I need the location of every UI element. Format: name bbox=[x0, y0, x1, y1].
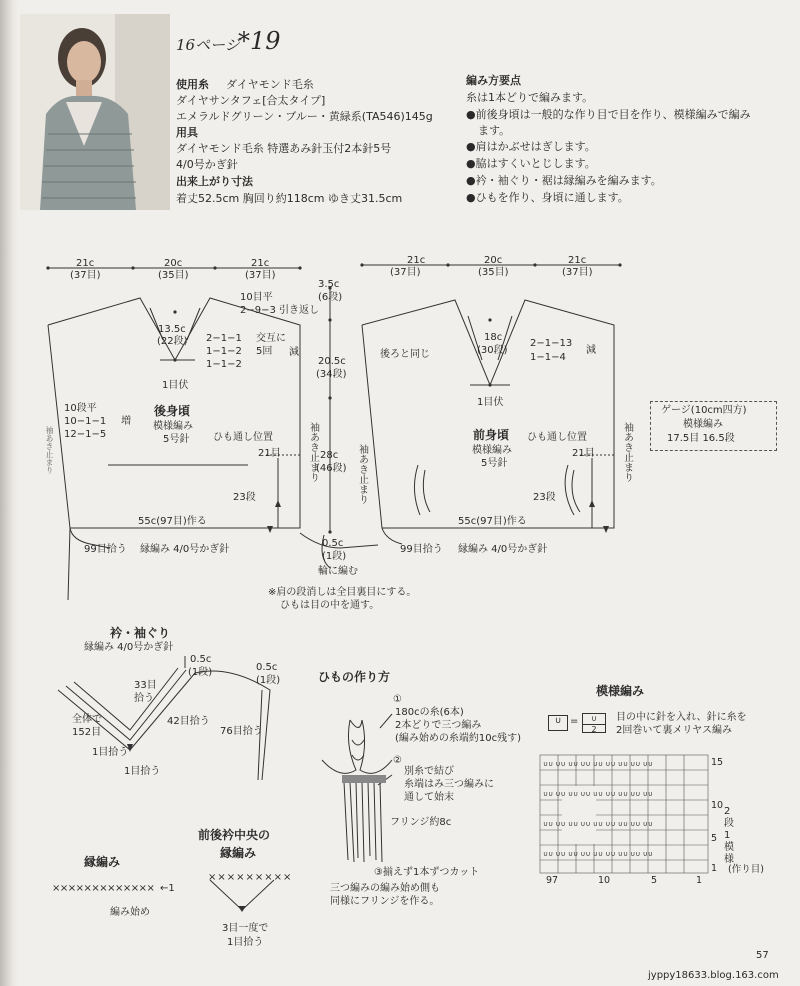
center-d-rows: (1段) bbox=[322, 551, 347, 562]
svg-text:∪∪ ∪∪ ∪∪ ∪∪ ∪∪ ∪∪ ∪∪ ∪∪ ∪∪: ∪∪ ∪∪ ∪∪ ∪∪ ∪∪ ∪∪ ∪∪ ∪∪ ∪∪ bbox=[543, 850, 654, 858]
gauge-values: 17.5目 16.5段 bbox=[667, 433, 735, 444]
front-same-as-back: 後ろと同じ bbox=[380, 349, 430, 360]
collar-top-rows: (1段) bbox=[188, 667, 213, 678]
back-edging: 縁編み 4/0号かぎ針 bbox=[140, 544, 230, 555]
tools-hook: 4/0号かぎ針 bbox=[176, 158, 238, 171]
front-pattern: 模様編み bbox=[472, 445, 512, 456]
note-line-2: ひもは目の中を通す。 bbox=[280, 600, 380, 611]
cord-step-1c: (編み始めの糸端約10c残す) bbox=[395, 733, 522, 744]
collar-top-cm: 0.5c bbox=[190, 654, 212, 665]
armhole-cm: 0.5c bbox=[256, 662, 278, 673]
instruction-point: ●肩はかぶせはぎします。 bbox=[466, 140, 596, 153]
site-watermark: jyppy18633.blog.163.com bbox=[648, 970, 779, 981]
back-left-note: 袖あき止まり bbox=[45, 426, 54, 474]
front-width-label: 20c bbox=[484, 255, 503, 266]
front-edging: 縁編み 4/0号かぎ針 bbox=[458, 544, 548, 555]
back-width-label: 21c bbox=[76, 258, 95, 269]
svg-text:∪∪ ∪∪ ∪∪ ∪∪ ∪∪ ∪∪ ∪∪ ∪∪ ∪∪: ∪∪ ∪∪ ∪∪ ∪∪ ∪∪ ∪∪ ∪∪ ∪∪ ∪∪ bbox=[543, 790, 654, 798]
back-width-stitches: (37目) bbox=[70, 270, 101, 281]
center-c-cm: 28c bbox=[320, 450, 339, 461]
edging-start: 編み始め bbox=[110, 907, 150, 918]
chart-row-10: 10 bbox=[711, 800, 724, 811]
gauge-pattern: 模様編み bbox=[683, 419, 723, 430]
back-side-a: 10段平 bbox=[64, 403, 97, 414]
front-neck-rows: (30段) bbox=[477, 345, 508, 356]
pattern-number: *19 bbox=[238, 27, 281, 55]
legend-symbol-box: ∪ 2 bbox=[582, 713, 606, 733]
front-width-stitches: (37目) bbox=[390, 267, 421, 278]
back-shoulder-rows: 2−9−3 引き返し bbox=[240, 305, 320, 316]
collar-subtitle: 縁編み 4/0号かぎ針 bbox=[84, 642, 174, 653]
cord-step-2a: 別糸で結び bbox=[404, 766, 454, 777]
chart-col-5: 5 bbox=[651, 875, 658, 886]
pattern-chart-title: 模様編み bbox=[596, 684, 645, 698]
finished-size: 着丈52.5cm 胸回り約118cm ゆき丈31.5cm bbox=[176, 192, 403, 205]
legend-text-1: 目の中に針を入れ、針に糸を bbox=[616, 712, 747, 723]
cord-step-2c: 通して始末 bbox=[404, 792, 454, 803]
front-cord-position: ひも通し位置 bbox=[527, 432, 587, 443]
instructions-title: 編み方要点 bbox=[466, 74, 521, 87]
back-bind-off: 1目伏 bbox=[162, 380, 189, 391]
back-side-b: 10−1−1 bbox=[64, 416, 107, 427]
instruction-point: ます。 bbox=[478, 124, 511, 137]
chart-col-10: 10 bbox=[598, 875, 611, 886]
cord-step-1: ① bbox=[393, 694, 402, 705]
edging-row: ××××××××××××× bbox=[52, 883, 155, 894]
armhole-rows: (1段) bbox=[256, 675, 281, 686]
repeat-1: 1 bbox=[724, 830, 731, 841]
front-body-title: 前身頃 bbox=[473, 428, 510, 442]
svg-text:∪∪ ∪∪ ∪∪ ∪∪ ∪∪ ∪∪ ∪∪ ∪∪ ∪∪: ∪∪ ∪∪ ∪∪ ∪∪ ∪∪ ∪∪ ∪∪ ∪∪ ∪∪ bbox=[543, 760, 654, 768]
back-side-stitches: 21目 bbox=[258, 448, 281, 459]
collar-pick-42: 42目拾う bbox=[167, 716, 210, 727]
back-width-label: 21c bbox=[251, 258, 270, 269]
front-width-label: 21c bbox=[407, 255, 426, 266]
collar-pick-33: 33目 bbox=[134, 680, 157, 691]
cord-step-2: ② bbox=[393, 755, 402, 766]
collar-pick-1a: 1目拾う bbox=[92, 747, 129, 758]
svg-text:∪∪ ∪∪ ∪∪ ∪∪ ∪∪ ∪∪ ∪∪ ∪∪ ∪∪: ∪∪ ∪∪ ∪∪ ∪∪ ∪∪ ∪∪ ∪∪ ∪∪ ∪∪ bbox=[543, 820, 654, 828]
cord-step-1b: 2本どりで三つ編み bbox=[395, 720, 482, 731]
front-cast-on: 55c(97目)作る bbox=[458, 516, 527, 527]
instructions-intro: 糸は1本どりで編みます。 bbox=[466, 91, 594, 104]
back-pickup: 99目拾う bbox=[84, 544, 127, 555]
front-side-stitches: 21目 bbox=[572, 448, 595, 459]
cord-step-3: ③揃えず1本ずつカット bbox=[374, 867, 480, 878]
yarn-color: エメラルドグリーン・ブルー・黄緑系(TA546)145g bbox=[176, 110, 433, 123]
front-bind-off: 1目伏 bbox=[477, 397, 504, 408]
center-loop: 輪に編む bbox=[318, 566, 358, 577]
back-needle: 5号針 bbox=[163, 434, 190, 445]
repeat-rows: 段 bbox=[724, 818, 734, 829]
center-b-rows: (34段) bbox=[316, 369, 347, 380]
collar-total-label: 全体で bbox=[72, 714, 102, 725]
center-a-rows: (6段) bbox=[318, 292, 343, 303]
back-cast-on: 55c(97目)作る bbox=[138, 516, 207, 527]
front-dec-b: 1−1−4 bbox=[530, 352, 566, 363]
cord-end-2: 同様にフリンジを作る。 bbox=[330, 896, 440, 907]
back-dec-label: 減 bbox=[289, 347, 299, 358]
repeat-pattern-b: 様 bbox=[724, 854, 734, 865]
legend-text-2: 2回巻いて裏メリヤス編み bbox=[616, 725, 732, 736]
repeat-2: 2 bbox=[724, 806, 731, 817]
yarn-brand: ダイヤモンド毛糸 bbox=[226, 78, 314, 91]
repeat-pattern-a: 模 bbox=[724, 842, 734, 853]
cord-step-2b: 糸端はみ三つ編みに bbox=[404, 779, 494, 790]
back-cord-position: ひも通し位置 bbox=[213, 432, 273, 443]
cord-title: ひもの作り方 bbox=[318, 670, 391, 684]
center-b-cm: 20.5c bbox=[318, 356, 346, 367]
page-number: 57 bbox=[756, 950, 769, 961]
back-dec-b: 1−1−2 bbox=[206, 346, 242, 357]
chart-row-5: 5 bbox=[711, 833, 718, 844]
tools-needles: ダイヤモンド毛糸 特選あみ針玉付2本針5号 bbox=[176, 142, 392, 155]
chart-col-1: 1 bbox=[696, 875, 703, 886]
edging-title: 縁編み bbox=[84, 855, 121, 869]
front-armhole-stop: 袖あき止まり bbox=[621, 422, 633, 482]
chart-col-97: 97 bbox=[546, 875, 559, 886]
front-dec-a: 2−1−13 bbox=[530, 338, 573, 349]
neck-center-title-2: 縁編み bbox=[220, 846, 257, 860]
cord-fringe: フリンジ約8c bbox=[390, 817, 452, 828]
collar-pick-1b: 1目拾う bbox=[124, 766, 161, 777]
yarn-name: ダイヤサンタフェ[合太タイプ] bbox=[176, 94, 326, 107]
center-c-rows: (46段) bbox=[316, 463, 347, 474]
armhole-pick-76: 76目拾う bbox=[220, 726, 263, 737]
front-pickup: 99目拾う bbox=[400, 544, 443, 555]
back-side-c: 12−1−5 bbox=[64, 429, 107, 440]
neck-center-title-1: 前後衿中央の bbox=[198, 828, 271, 842]
front-neck-depth: 18c bbox=[484, 332, 503, 343]
back-neck-rows: (22段) bbox=[157, 336, 188, 347]
back-width-stitches: (35目) bbox=[158, 270, 189, 281]
collar-title: 衿・袖ぐり bbox=[110, 626, 171, 640]
back-body-title: 後身頃 bbox=[154, 404, 191, 418]
back-dec-a: 2−1−1 bbox=[206, 333, 242, 344]
back-alt-times: 5回 bbox=[256, 346, 273, 357]
legend-symbol-icon: ∪ bbox=[548, 715, 568, 731]
note-line-1: ※肩の段消しは全目裏目にする。 bbox=[268, 587, 417, 598]
back-width-label: 20c bbox=[164, 258, 183, 269]
instruction-point: ●前後身頃は一般的な作り目で目を作り、模様編みで編み bbox=[466, 108, 751, 121]
front-needle: 5号針 bbox=[481, 458, 508, 469]
collar-total: 152目 bbox=[72, 727, 102, 738]
back-neck-depth: 13.5c bbox=[158, 324, 186, 335]
collar-pick-33-unit: 拾う bbox=[134, 693, 154, 704]
back-alt-label: 交互に bbox=[256, 333, 286, 344]
chart-row-15: 15 bbox=[711, 757, 724, 768]
front-armhole-stop-left: 袖あき止まり bbox=[356, 444, 368, 504]
neck-center-note-1: 3目一度で bbox=[222, 923, 269, 934]
legend-equals: = bbox=[570, 716, 579, 727]
cord-end-1: 三つ編みの編み始め側も bbox=[330, 883, 440, 894]
front-width-label: 21c bbox=[568, 255, 587, 266]
instruction-point: ●衿・袖ぐり・裾は縁編みを編みます。 bbox=[466, 174, 662, 187]
back-pattern: 模様編み bbox=[153, 421, 193, 432]
front-width-stitches: (35目) bbox=[478, 267, 509, 278]
instruction-point: ●ひもを作り、身頃に通します。 bbox=[466, 191, 629, 204]
cord-step-1a: 180cの糸(6本) bbox=[395, 707, 464, 718]
size-label: 出来上がり寸法 bbox=[176, 175, 253, 188]
center-d-cm: 0.5c bbox=[322, 538, 344, 549]
neck-center-stitches: ××××××××× bbox=[208, 872, 293, 883]
page-reference: 16ページ bbox=[176, 36, 240, 54]
back-dec-c: 1−1−2 bbox=[206, 359, 242, 370]
back-inc-label: 増 bbox=[121, 416, 131, 427]
instruction-point: ●脇はすくいとじします。 bbox=[466, 157, 596, 170]
chart-row-1: 1 bbox=[711, 863, 718, 874]
back-width-stitches: (37目) bbox=[245, 270, 276, 281]
back-armhole-stop: 袖あき止まり bbox=[307, 422, 319, 482]
front-dec-label: 減 bbox=[586, 345, 596, 356]
front-side-rows: 23段 bbox=[533, 492, 556, 503]
yarn-label: 使用糸 bbox=[176, 78, 209, 91]
tools-label: 用具 bbox=[176, 126, 198, 139]
neck-center-note-2: 1目拾う bbox=[227, 937, 264, 948]
front-width-stitches: (37目) bbox=[562, 267, 593, 278]
center-a-cm: 3.5c bbox=[318, 279, 340, 290]
back-shoulder-flat: 10目平 bbox=[240, 292, 273, 303]
edging-arrow: ←1 bbox=[160, 883, 175, 894]
gauge-title: ゲージ(10cm四方) bbox=[661, 405, 747, 416]
chart-cast-on: (作り目) bbox=[728, 864, 764, 875]
back-side-rows: 23段 bbox=[233, 492, 256, 503]
